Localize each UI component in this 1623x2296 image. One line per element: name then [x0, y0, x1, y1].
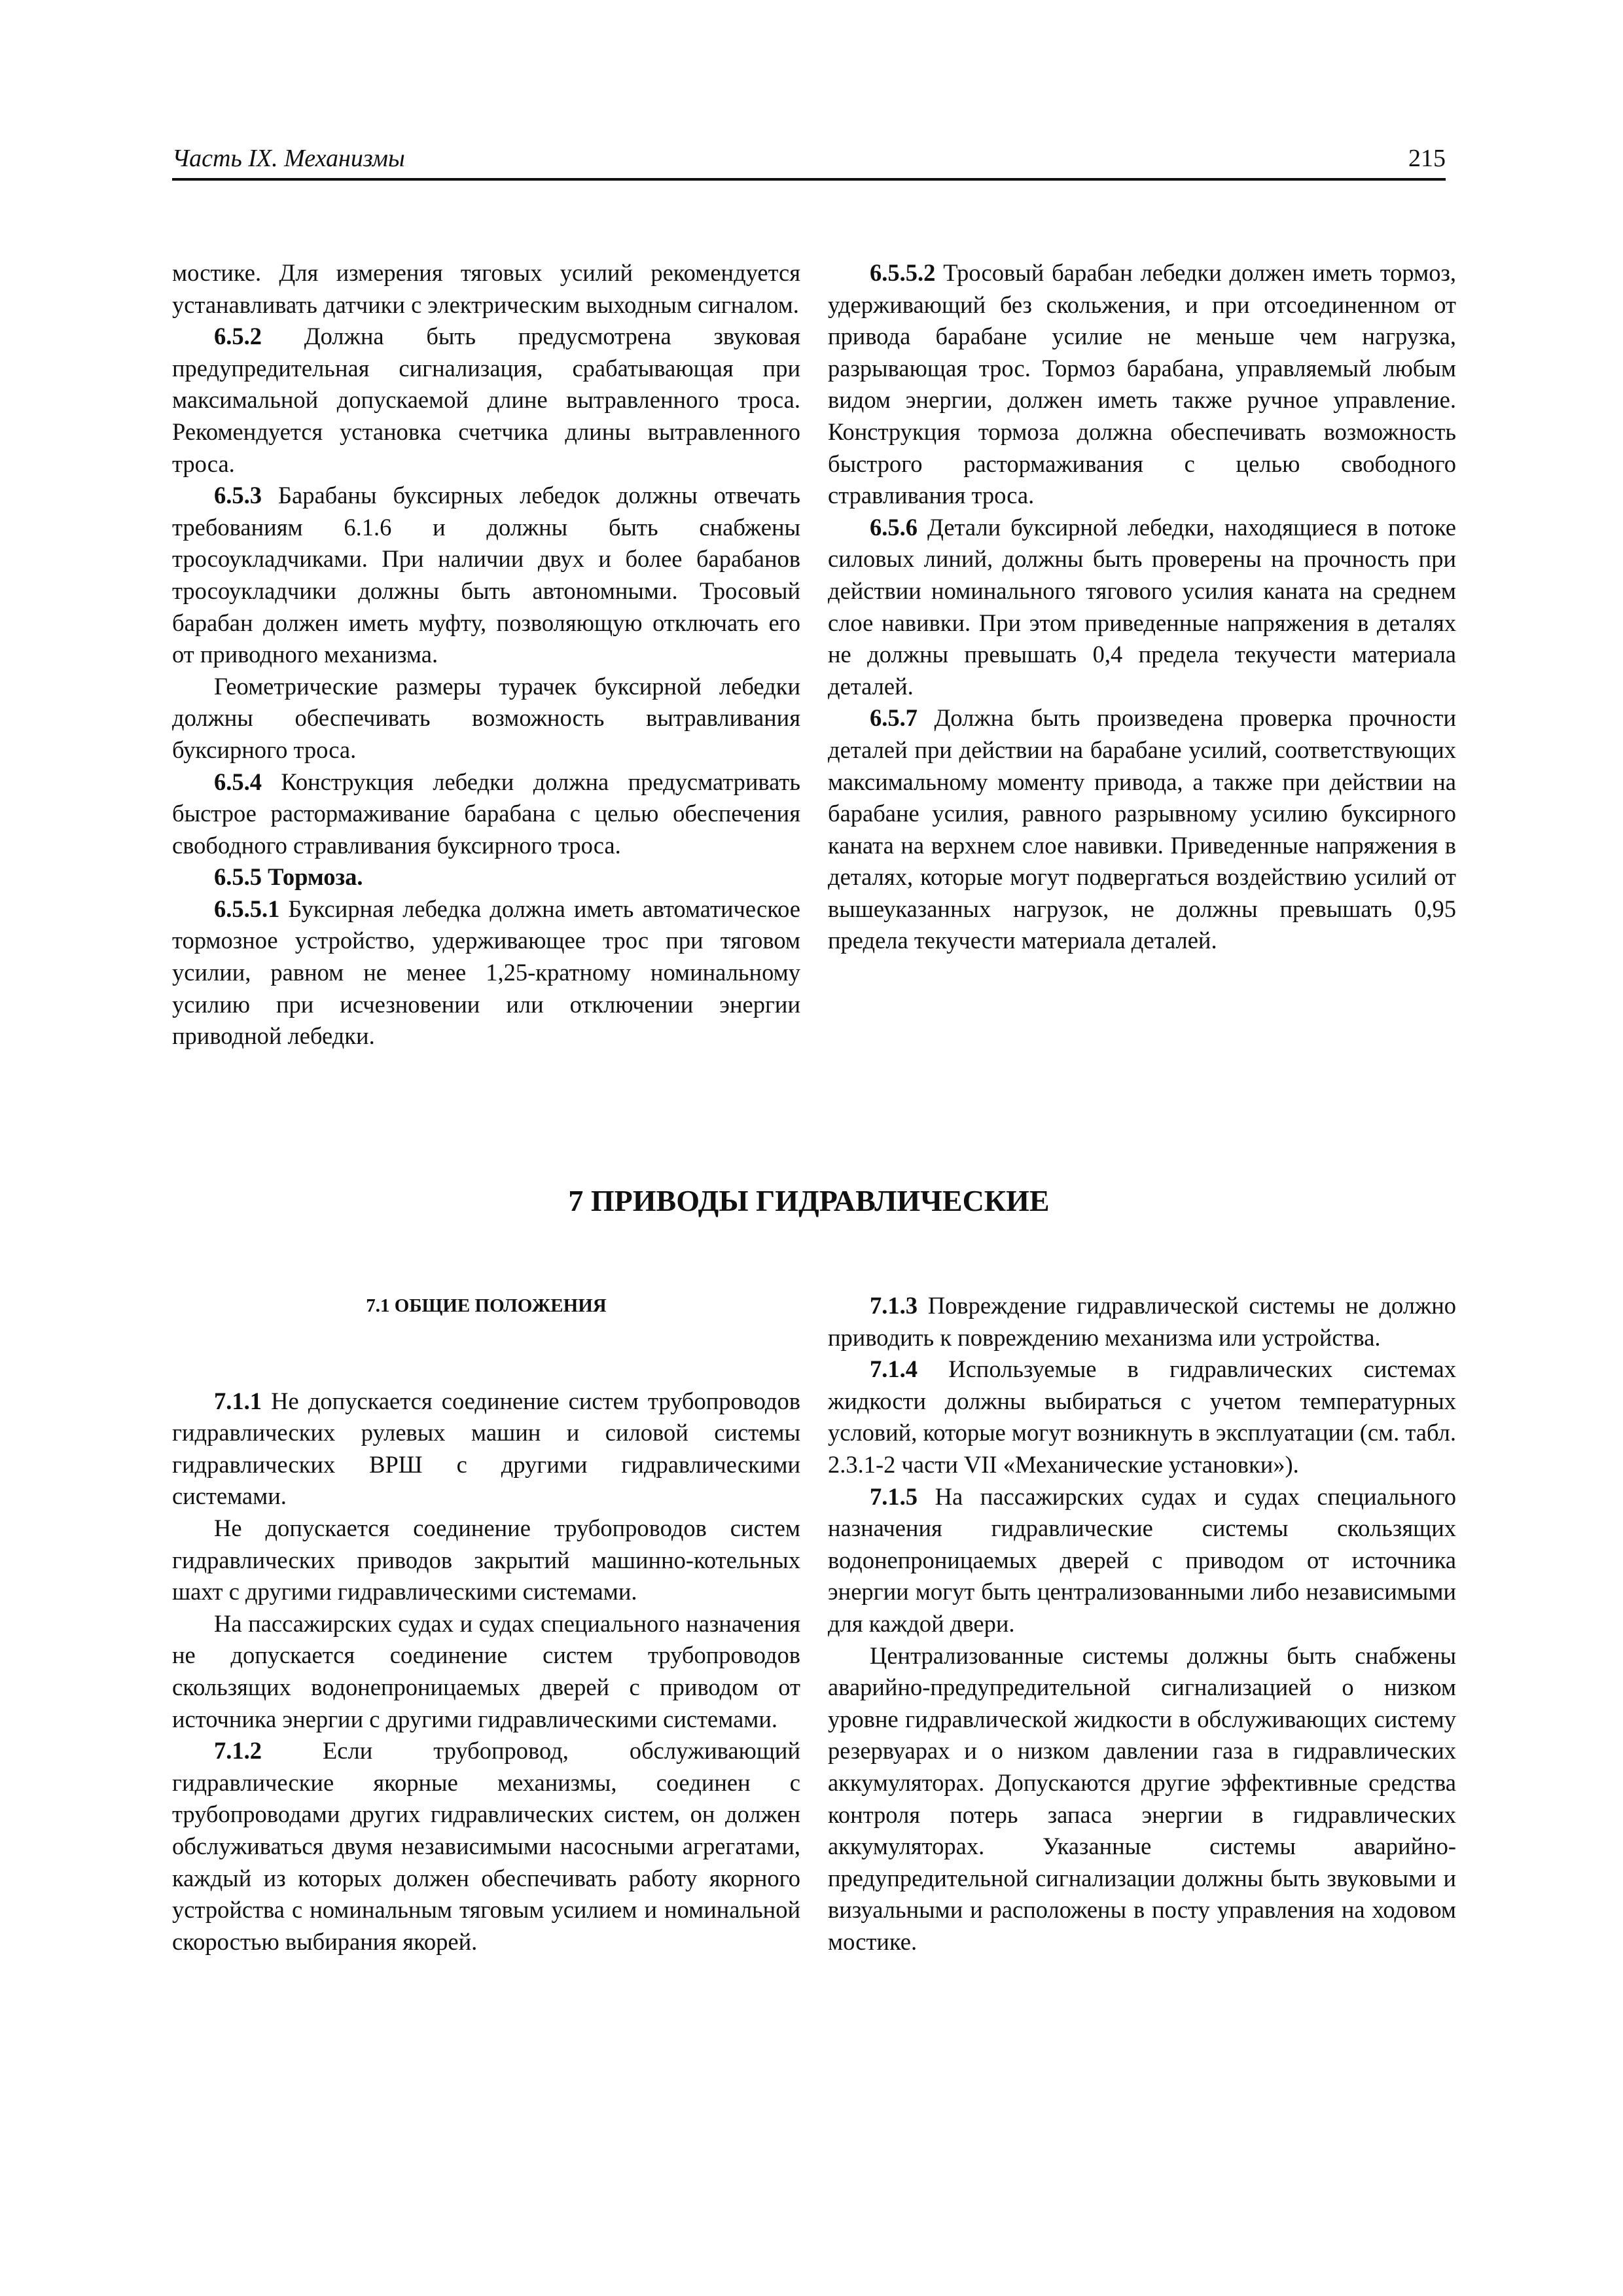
clause-number: 7.1.5 — [870, 1482, 918, 1510]
clause-number: 6.5.7 — [870, 704, 918, 732]
clause-heading: 6.5.5 Тормоза. — [214, 863, 363, 891]
paragraph: Не допускается соединение трубопроводов систем гидравлических приводов закрытий машинно-котельных шахт с другими гидравлическими системами. — [172, 1514, 800, 1605]
paragraph-text: Используемые в гидравлических системах жидкости должны выбираться с учетом температурных условий, которые могут возникнуть в эксплуатации (см. табл. 2.3.1-2 части VII «Механические установки»). — [828, 1355, 1456, 1478]
top-right-column — [828, 257, 1456, 957]
paragraph-text: Буксирная лебедка должна иметь автоматическое тормозное устройство, удерживающее трос при тяговом усилии, равном не менее 1,25-кратному номинальному усилию при исчезновении или отключении энергии приводной лебедки. — [172, 895, 800, 1050]
section-heading: 7.1 ОБЩИЕ ПОЛОЖЕНИЯ — [366, 1295, 607, 1316]
paragraph-text: Не допускается соединение систем трубопроводов гидравлических рулевых машин и силовой системы гидравлических ВРШ с другими гидравлическими системами. — [172, 1387, 800, 1510]
paragraph-6-5-4 — [172, 766, 800, 862]
clause-number: 6.5.5.1 — [214, 895, 280, 922]
paragraph-7-1-2 — [172, 1735, 800, 1958]
paragraph-text: Барабаны буксирных лебедок должны отвечать требованиям 6.1.6 и должны быть снабжены тросоукладчиками. При наличии двух и более барабанов тросоукладчики должны быть автономными. Тросовый барабан должен иметь муфту, позволяющую отключать его от приводного механизма. — [172, 482, 800, 668]
paragraph-6-5-7 — [828, 702, 1456, 957]
clause-number: 6.5.6 — [870, 513, 918, 541]
clause-number: 6.5.3 — [214, 482, 262, 509]
top-left-column — [172, 257, 800, 1052]
clause-number: 7.1.3 — [870, 1292, 918, 1319]
paragraph: Централизованные системы должны быть снабжены аварийно-предупредительной сигнализацией о низком уровне гидравлической жидкости в обслуживающих систему резервуарах и о низком давлении газа в гидравлических аккумуляторах. Допускаются другие эффективные средства контроля потерь запаса энергии в гидравлических аккумуляторах. Указанные системы аварийно-предупредительной сигнализации должны быть звуковыми и визуальными и расположены в посту управления на ходовом мостике. — [828, 1641, 1456, 1955]
paragraph-6-5-2 — [172, 321, 800, 480]
paragraph-6-5-3 — [172, 480, 800, 671]
paragraph-text: Конструкция лебедки должна предусматривать быстрое растормаживание барабана с целью обеспечения свободного стравливания буксирного троса. — [172, 768, 800, 859]
paragraph-text: Детали буксирной лебедки, находящиеся в потоке силовых линий, должны быть проверены на прочность при действии номинального тягового усилия каната на среднем слое навивки. При этом приведенные напряжения в деталях не должны превышать 0,4 предела текучести материала деталей. — [828, 513, 1456, 700]
page-header — [172, 139, 1446, 181]
paragraph-6-5-5-2 — [828, 257, 1456, 512]
paragraph-text: Если трубопровод, обслуживающий гидравлические якорные механизмы, соединен с трубопроводами других гидравлических систем, он должен обслуживаться двумя независимыми насосными агрегатами, каждый из которых должен обеспечивать работу якорного устройства с номинальным тяговым усилием и номинальной скоростью выбирания якорей. — [172, 1737, 800, 1955]
paragraph: Геометрические размеры турачек буксирной лебедки должны обеспечивать возможность вытравливания буксирного троса. — [172, 672, 800, 763]
page-number: 215 — [1408, 145, 1446, 172]
paragraph-6-5-5-1 — [172, 893, 800, 1052]
paragraph-text: Повреждение гидравлической системы не должно приводить к повреждению механизма или устройства. — [828, 1292, 1456, 1351]
paragraph-6-5-6 — [828, 512, 1456, 703]
chapter-title: 7 ПРИВОДЫ ГИДРАВЛИЧЕСКИЕ — [568, 1184, 1050, 1217]
bottom-left-column — [172, 1290, 800, 1958]
clause-number: 6.5.4 — [214, 768, 262, 795]
clause-number: 7.1.1 — [214, 1387, 262, 1414]
paragraph-text: Должна быть предусмотрена звуковая предупредительная сигнализация, срабатывающая при максимальной допускаемой длине вытравленного троса. Рекомендуется установка счетчика длины вытравленного троса. — [172, 323, 800, 477]
clause-number: 6.5.5.2 — [870, 259, 936, 286]
clause-number: 7.1.2 — [214, 1737, 262, 1765]
paragraph-text: На пассажирских судах и судах специального назначения гидравлические системы скользящих водонепроницаемых дверей с приводом от источника энергии могут быть централизованными либо независимыми для каждой двери. — [828, 1482, 1456, 1637]
paragraph: На пассажирских судах и судах специального назначения не допускается соединение систем трубопроводов скользящих водонепроницаемых дверей с приводом от источника энергии с другими гидравлическими системами. — [172, 1609, 800, 1732]
clause-heading-6-5-5 — [172, 861, 800, 893]
running-head: Часть IX. Механизмы — [172, 145, 405, 172]
paragraph-text: Должна быть произведена проверка прочности деталей при действии на барабане усилий, соответствующих максимальному моменту привода, а также при действии на барабане усилия, равного разрывному усилию буксирного каната на верхнем слое навивки. Приведенные напряжения в деталях, которые могут подвергаться воздействию усилий от вышеуказанных нагрузок, не должны превышать 0,95 предела текучести материала деталей. — [828, 704, 1456, 954]
paragraph-7-1-3 — [828, 1290, 1456, 1354]
bottom-right-column — [828, 1290, 1456, 1958]
paragraph: мостике. Для измерения тяговых усилий рекомендуется устанавливать датчики с электрическим выходным сигналом. — [172, 259, 800, 318]
paragraph-7-1-5 — [828, 1481, 1456, 1640]
paragraph-7-1-4 — [828, 1354, 1456, 1480]
paragraph-7-1-1 — [172, 1386, 800, 1513]
clause-number: 7.1.4 — [870, 1355, 918, 1383]
clause-number: 6.5.2 — [214, 323, 262, 350]
paragraph-text: Тросовый барабан лебедки должен иметь тормоз, удерживающий без скольжения, и при отсоединенном от привода барабане усилие не меньше чем нагрузка, разрывающая трос. Тормоз барабана, управляемый любым видом энергии, должен иметь также ручное управление. Конструкция тормоза должна обеспечивать возможность быстрого растормаживания с целью свободного стравливания троса. — [828, 259, 1456, 509]
